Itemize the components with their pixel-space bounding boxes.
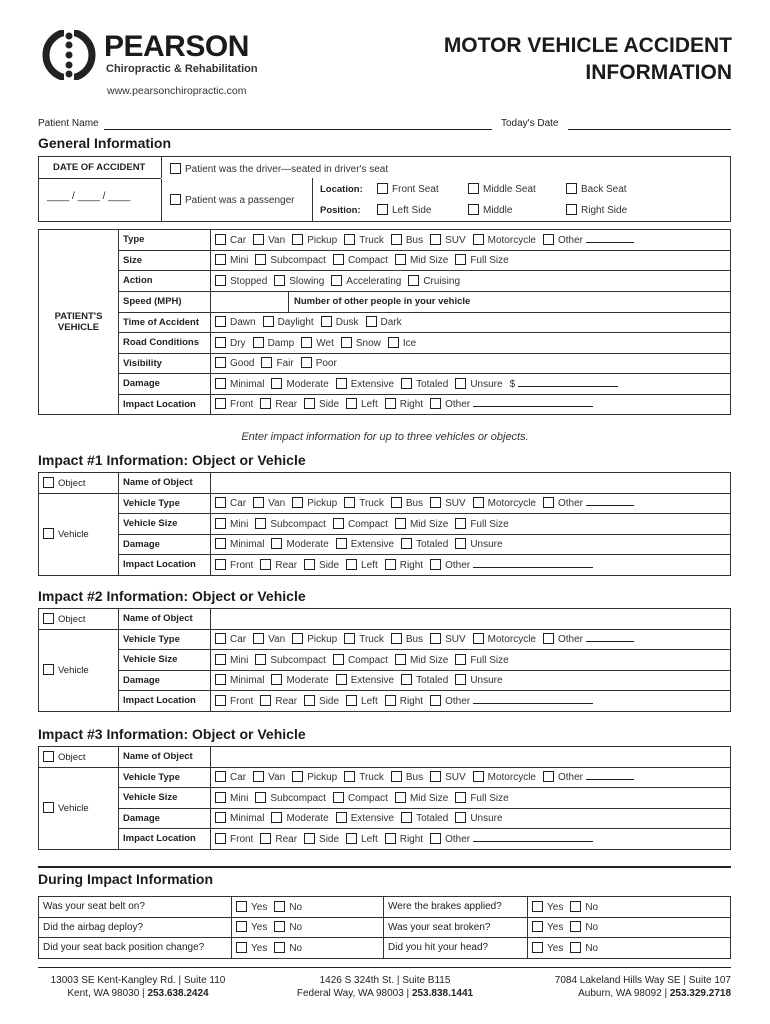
- during-a-right-1[interactable]: Yes No: [528, 917, 731, 938]
- damage-label: Damage: [119, 808, 211, 829]
- patient-name-label: Patient Name: [38, 118, 99, 129]
- speed-row[interactable]: Number of other people in your vehicle: [211, 291, 731, 312]
- position-right-side[interactable]: Right Side: [566, 204, 634, 216]
- type-label: Type: [119, 230, 211, 251]
- impact-3-heading: Impact #3 Information: Object or Vehicle: [38, 726, 306, 742]
- impact-location-options[interactable]: Front Rear Side Left Right Other: [211, 394, 731, 415]
- vehicle-size-options[interactable]: Mini Subcompact Compact Mid Size Full Size: [211, 650, 731, 671]
- driver-option[interactable]: Patient was the driver—seated in driver's seat: [170, 163, 395, 175]
- pearson-logo-icon: [38, 30, 100, 80]
- during-a-left-1[interactable]: Yes No: [232, 917, 384, 938]
- during-table: [38, 896, 731, 959]
- name-of-object-label: Name of Object: [119, 747, 211, 768]
- during-a-left-2[interactable]: Yes No: [232, 938, 384, 959]
- impact-object-option[interactable]: Object: [39, 747, 119, 768]
- impact-1-table: [38, 472, 731, 576]
- brand-name: PEARSON: [104, 30, 249, 63]
- location-back-seat[interactable]: Back Seat: [566, 183, 634, 195]
- impact-location-options[interactable]: Front Rear Side Left Right Other: [211, 691, 731, 712]
- impact-location-options[interactable]: Front Rear Side Left Right Other: [211, 829, 731, 850]
- position-label: Position:: [320, 205, 361, 216]
- damage-label: Damage: [119, 374, 211, 395]
- driver-checkbox[interactable]: [170, 163, 181, 174]
- passenger-option[interactable]: Patient was a passenger: [170, 194, 302, 206]
- during-heading: During Impact Information: [38, 871, 213, 887]
- patient-vehicle-table: [38, 229, 731, 415]
- during-q-right-0: Were the brakes applied?: [384, 897, 528, 918]
- impact-vehicle-option[interactable]: Vehicle: [39, 629, 119, 711]
- impact-location-label: Impact Location: [119, 691, 211, 712]
- impact-note: Enter impact information for up to three vehicles or objects.: [241, 431, 529, 443]
- impact-location-label: Impact Location: [119, 394, 211, 415]
- vehicle-type-options[interactable]: Car Van Pickup Truck Bus SUV Motorcycle Other: [211, 767, 731, 788]
- during-a-right-2[interactable]: Yes No: [528, 938, 731, 959]
- road-label: Road Conditions: [119, 333, 211, 354]
- visibility-options[interactable]: Good Fair Poor: [211, 353, 731, 374]
- impact-location-options[interactable]: Front Rear Side Left Right Other: [211, 555, 731, 576]
- impact-3-table: [38, 746, 731, 850]
- date-of-accident-label: DATE OF ACCIDENT: [53, 162, 146, 173]
- date-of-accident-field[interactable]: ____ / ____ / ____: [47, 191, 131, 202]
- during-q-left-1: Did the airbag deploy?: [39, 917, 232, 938]
- location-label: Location:: [320, 184, 363, 195]
- impact-1-heading: Impact #1 Information: Object or Vehicle: [38, 452, 306, 468]
- vehicle-type-label: Vehicle Type: [119, 767, 211, 788]
- logo: [38, 30, 100, 80]
- damage-label: Damage: [119, 670, 211, 691]
- vehicle-type-label: Vehicle Type: [119, 629, 211, 650]
- patient-name-field[interactable]: [104, 129, 492, 130]
- location-middle-seat[interactable]: Middle Seat: [468, 183, 543, 195]
- footer-auburn: 7084 Lakeland Hills Way SE | Suite 107 Auburn, WA 98092 | 253.329.2718: [554, 975, 731, 999]
- brand-tagline: Chiropractic & Rehabilitation: [106, 63, 258, 75]
- vehicle-type-options[interactable]: Car Van Pickup Truck Bus SUV Motorcycle Other: [211, 629, 731, 650]
- location-front-seat[interactable]: Front Seat: [377, 183, 446, 195]
- page-title-1: MOTOR VEHICLE ACCIDENT: [443, 34, 732, 57]
- general-box: [38, 156, 731, 222]
- vehicle-size-options[interactable]: Mini Subcompact Compact Mid Size Full Size: [211, 514, 731, 535]
- impact-vehicle-option[interactable]: Vehicle: [39, 767, 119, 849]
- type-options[interactable]: Car Van Pickup Truck Bus SUV Motorcycle Other: [211, 230, 731, 251]
- impact-object-option[interactable]: Object: [39, 609, 119, 630]
- during-q-right-2: Did you hit your head?: [384, 938, 528, 959]
- action-label: Action: [119, 271, 211, 292]
- position-middle[interactable]: Middle: [468, 204, 519, 216]
- time-options[interactable]: Dawn Daylight Dusk Dark: [211, 312, 731, 333]
- patient-vehicle-label: PATIENT'S VEHICLE: [39, 230, 119, 415]
- today-date-label: Today's Date: [501, 118, 559, 129]
- damage-options[interactable]: Minimal Moderate Extensive Totaled Unsure: [211, 808, 731, 829]
- damage-label: Damage: [119, 534, 211, 555]
- during-q-left-0: Was your seat belt on?: [39, 897, 232, 918]
- action-options[interactable]: Stopped Slowing Accelerating Cruising: [211, 271, 731, 292]
- impact-location-label: Impact Location: [119, 555, 211, 576]
- during-a-right-0[interactable]: Yes No: [528, 897, 731, 918]
- vehicle-size-options[interactable]: Mini Subcompact Compact Mid Size Full Size: [211, 788, 731, 809]
- impact-2-table: [38, 608, 731, 712]
- during-a-left-0[interactable]: Yes No: [232, 897, 384, 918]
- impact-location-label: Impact Location: [119, 829, 211, 850]
- size-label: Size: [119, 250, 211, 271]
- general-heading: General Information: [38, 135, 172, 151]
- visibility-label: Visibility: [119, 353, 211, 374]
- website-link[interactable]: www.pearsonchiropractic.com: [107, 85, 247, 97]
- name-of-object-label: Name of Object: [119, 473, 211, 494]
- impact-2-heading: Impact #2 Information: Object or Vehicle: [38, 588, 306, 604]
- time-label: Time of Accident: [119, 312, 211, 333]
- name-of-object-field[interactable]: [211, 473, 731, 494]
- impact-vehicle-option[interactable]: Vehicle: [39, 493, 119, 575]
- name-of-object-field[interactable]: [211, 747, 731, 768]
- damage-options[interactable]: Minimal Moderate Extensive Totaled Unsure $: [211, 374, 731, 395]
- speed-label: Speed (MPH): [119, 291, 211, 312]
- road-options[interactable]: Dry Damp Wet Snow Ice: [211, 333, 731, 354]
- damage-options[interactable]: Minimal Moderate Extensive Totaled Unsure: [211, 534, 731, 555]
- page-title-2: INFORMATION: [585, 61, 732, 84]
- damage-options[interactable]: Minimal Moderate Extensive Totaled Unsure: [211, 670, 731, 691]
- during-q-left-2: Did your seat back position change?: [39, 938, 232, 959]
- name-of-object-field[interactable]: [211, 609, 731, 630]
- vehicle-size-label: Vehicle Size: [119, 788, 211, 809]
- size-options[interactable]: Mini Subcompact Compact Mid Size Full Size: [211, 250, 731, 271]
- vehicle-type-label: Vehicle Type: [119, 493, 211, 514]
- today-date-field[interactable]: [568, 129, 731, 130]
- footer-federal-way: 1426 S 324th St. | Suite B115 Federal Way, WA 98003 | 253.838.1441: [296, 975, 474, 999]
- impact-object-option[interactable]: Object: [39, 473, 119, 494]
- passenger-checkbox[interactable]: [170, 194, 181, 205]
- name-of-object-label: Name of Object: [119, 609, 211, 630]
- during-q-right-1: Was your seat broken?: [384, 917, 528, 938]
- position-left-side[interactable]: Left Side: [377, 204, 438, 216]
- vehicle-size-label: Vehicle Size: [119, 650, 211, 671]
- vehicle-type-options[interactable]: Car Van Pickup Truck Bus SUV Motorcycle Other: [211, 493, 731, 514]
- vehicle-size-label: Vehicle Size: [119, 514, 211, 535]
- footer-kent: 13003 SE Kent-Kangley Rd. | Suite 110 Kent, WA 98030 | 253.638.2424: [50, 975, 226, 999]
